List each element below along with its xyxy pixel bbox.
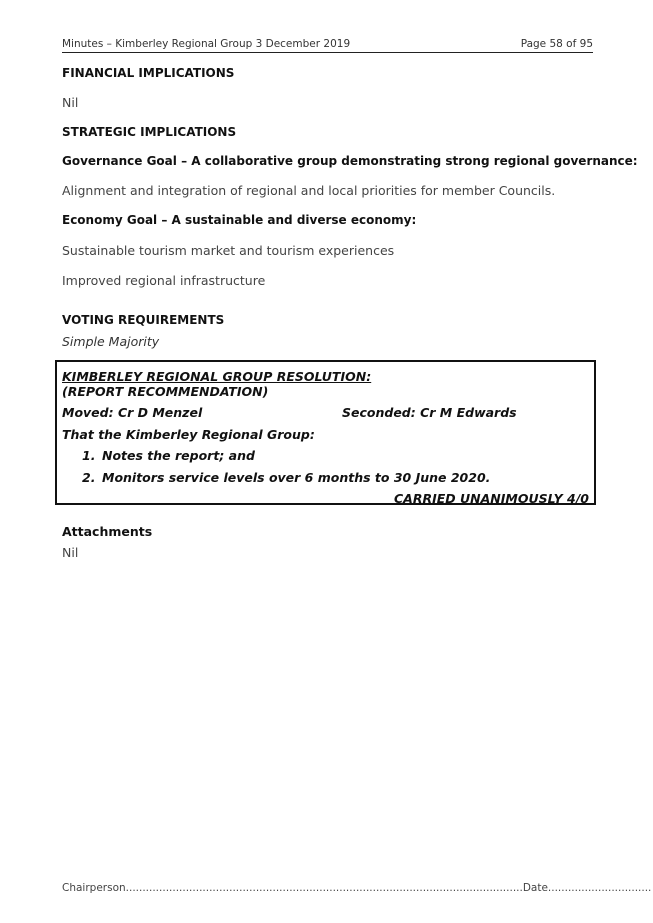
seconded-by: Seconded: Cr M Edwards <box>342 405 517 420</box>
moved-by: Moved: Cr D Menzel <box>62 405 203 420</box>
economy-item: Improved regional infrastructure <box>62 273 266 288</box>
header-title: Minutes – Kimberley Regional Group 3 December 2019 <box>62 38 351 50</box>
resolution-result: CARRIED UNANIMOUSLY 4/0 <box>393 491 589 506</box>
governance-text: Alignment and integration of regional and local priorities for member Councils. <box>62 183 556 198</box>
strategic-heading: STRATEGIC IMPLICATIONS <box>62 125 237 139</box>
attachments-text: Nil <box>62 545 79 560</box>
list-item: Notes the report; and <box>102 448 255 463</box>
financial-text: Nil <box>62 95 79 110</box>
attachments-heading: Attachments <box>62 524 153 539</box>
page-header <box>62 38 593 53</box>
economy-item: Sustainable tourism market and tourism experiences <box>62 243 395 258</box>
list-item-number: 2. <box>82 470 96 485</box>
resolution-box <box>55 360 596 505</box>
governance-goal: Governance Goal – A collaborative group demonstrating strong regional governance: <box>62 154 638 168</box>
signature-line: Chairperson.......................................................................................................................Date............................... <box>62 882 652 894</box>
resolution-intro: That the Kimberley Regional Group: <box>62 427 315 442</box>
voting-text: Simple Majority <box>62 334 160 349</box>
page-number: Page 58 of 95 <box>520 38 593 50</box>
voting-heading: VOTING REQUIREMENTS <box>62 313 225 327</box>
list-item: Monitors service levels over 6 months to 30 June 2020. <box>102 470 491 485</box>
resolution-subtitle: (REPORT RECOMMENDATION) <box>62 384 269 399</box>
resolution-title: KIMBERLEY REGIONAL GROUP RESOLUTION: <box>62 369 372 384</box>
financial-heading: FINANCIAL IMPLICATIONS <box>62 66 235 80</box>
list-item-number: 1. <box>82 448 96 463</box>
economy-goal: Economy Goal – A sustainable and diverse economy: <box>62 213 417 227</box>
